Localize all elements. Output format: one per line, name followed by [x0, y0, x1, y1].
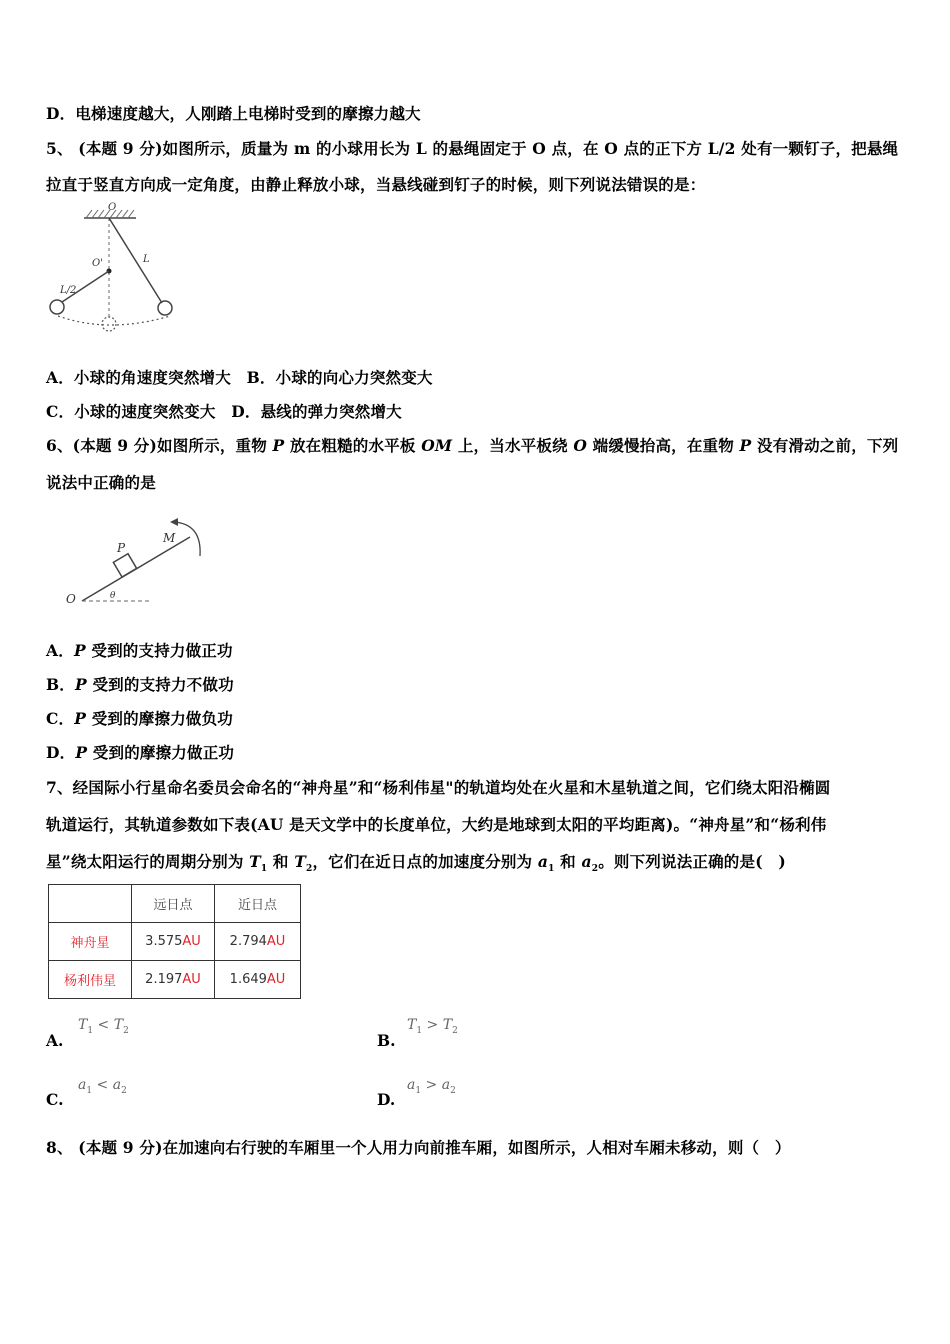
table-row [49, 961, 301, 999]
label-m: M [163, 531, 176, 545]
table-header-cell: 近日点 [215, 885, 301, 923]
pendulum-figure [46, 200, 186, 335]
ball-left [50, 300, 64, 314]
q4-option-d: D．电梯速度越大，人刚踏上电梯时受到的摩擦力越大 [46, 104, 421, 123]
q5-options-row1: A．小球的角速度突然增大 B．小球的向心力突然变大 [46, 368, 433, 387]
table-header-row [49, 885, 301, 923]
q7-option-d-label: D. [377, 1090, 396, 1109]
q7-option-a-label: A. [46, 1031, 64, 1050]
q6-option-d: D．P 受到的摩擦力做正功 [46, 743, 235, 762]
table-cell-far: 3.575AU [132, 923, 215, 961]
label-o: O [108, 202, 117, 213]
q6-option-a: A．P 受到的支持力做正功 [46, 641, 233, 660]
label-l-half: L/2 [60, 285, 77, 296]
q7-stem-line1: 7、经国际小行星命名委员会命名的“神舟星”和“杨利伟星"的轨道均处在火星和木星轨道之间，它们绕太阳沿椭圆 [46, 778, 831, 797]
q7-option-a-formula: $T_1 < T_2$ [78, 1017, 129, 1036]
orbit-table [48, 884, 301, 999]
q8-stem-line1: 8、 (本题 9 分)在加速向右行驶的车厢里一个人用力向前推车厢，如图所示，人相对车厢未移动，则（ ） [46, 1138, 791, 1157]
q6-option-c: C．P 受到的摩擦力做负功 [46, 709, 234, 728]
ball-bottom [102, 317, 116, 331]
q5-options-row2: C．小球的速度突然变大 D．悬线的弹力突然增大 [46, 402, 402, 421]
q6-stem-line2: 说法中正确的是 [46, 473, 156, 492]
table-row [49, 923, 301, 961]
table-header-cell: 远日点 [132, 885, 215, 923]
label-l: L [143, 254, 150, 265]
table-cell-near: 1.649AU [215, 961, 301, 999]
incline-figure [60, 510, 220, 610]
q7-stem-line2: 轨道运行，其轨道参数如下表(AU 是天文学中的长度单位，大约是地球到太阳的平均距离)。“神舟星”和“杨利伟 [46, 815, 827, 834]
table-cell-name: 神舟星 [49, 923, 132, 961]
q7-option-c-label: C. [46, 1090, 64, 1109]
label-p: P [117, 541, 126, 555]
ball-right [158, 301, 172, 315]
table-cell-near: 2.794AU [215, 923, 301, 961]
q5-stem-line1: 5、 (本题 9 分)如图所示，质量为 m 的小球用长为 L 的悬绳固定于 O 点，在 O 点的正下方 L/2 处有一颗钉子，把悬绳 [46, 139, 899, 158]
q7-option-d-formula: $a_1 > a_2$ [407, 1077, 456, 1096]
q7-option-b-formula: $T_1 > T_2$ [407, 1017, 458, 1036]
q7-stem-line3: 星”绕太阳运行的周期分别为 $T_1$ 和 $T_2$，它们在近日点的加速度分别为 $a_1$ 和 $a_2$。则下列说法正确的是( ) [46, 852, 786, 875]
label-o-prime: O' [92, 258, 103, 269]
q7-option-c-formula: $a_1 < a_2$ [78, 1077, 127, 1096]
q6-option-b: B．P 受到的支持力不做功 [46, 675, 234, 694]
q5-stem-line2: 拉直于竖直方向成一定角度，由静止释放小球，当悬线碰到钉子的时候，则下列说法错误的是： [46, 175, 706, 194]
label-theta: θ [110, 591, 116, 601]
q7-option-b-label: B. [377, 1031, 396, 1050]
table-cell-name: 杨利伟星 [49, 961, 132, 999]
block-p [113, 554, 136, 577]
q6-stem-line1: 6、(本题 9 分)如图所示，重物 P 放在粗糙的水平板 OM 上，当水平板绕 O 端缓慢抬高，在重物 P 没有滑动之前，下列 [46, 436, 899, 455]
table-cell-far: 2.197AU [132, 961, 215, 999]
table-header-cell [49, 885, 132, 923]
label-o: O [66, 592, 76, 606]
